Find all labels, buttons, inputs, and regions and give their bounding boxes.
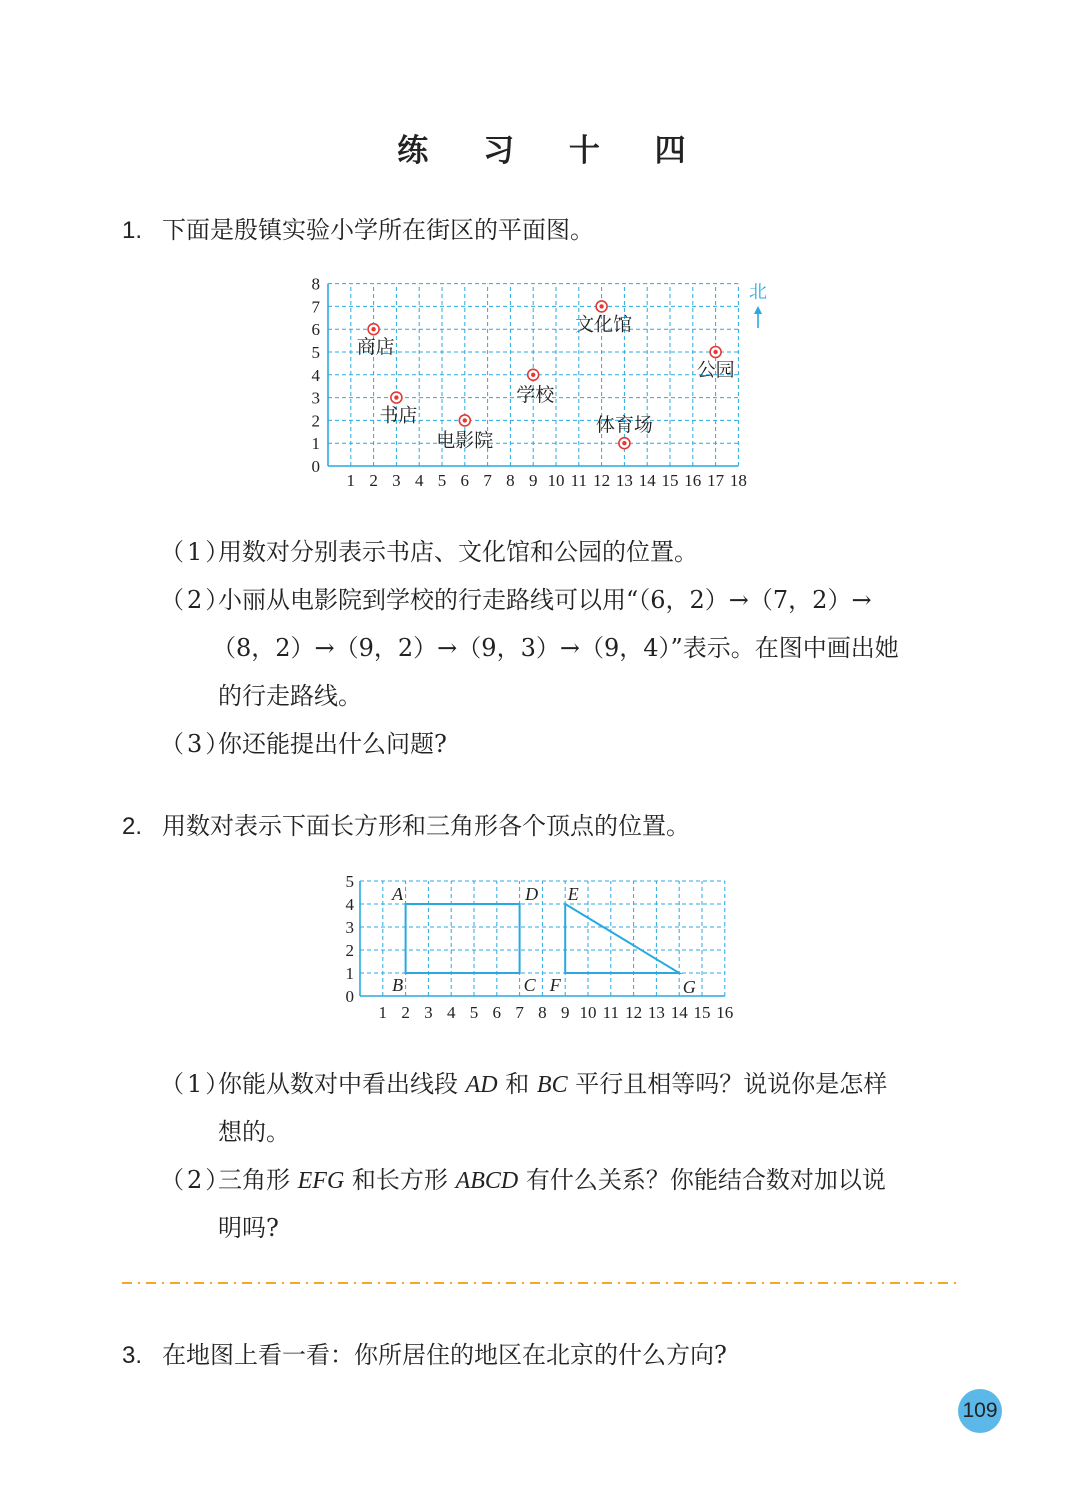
x-tick-label: 14 xyxy=(670,1003,688,1022)
page-number-badge: 109 xyxy=(958,1389,1002,1433)
x-tick-label: 16 xyxy=(684,471,702,490)
x-tick-label: 2 xyxy=(401,1003,410,1022)
x-tick-label: 9 xyxy=(560,1003,570,1022)
y-tick-label: 5 xyxy=(311,343,320,362)
segment-ad: AD xyxy=(465,1072,498,1098)
x-tick-label: 18 xyxy=(729,471,747,490)
rectangle-abcd: ABCD xyxy=(455,1168,519,1194)
y-tick-label: 1 xyxy=(311,434,320,454)
x-tick-label: 14 xyxy=(638,471,656,490)
x-tick-label: 8 xyxy=(538,1003,547,1022)
y-tick-label: 2 xyxy=(311,411,320,431)
section-divider xyxy=(122,1281,962,1285)
place-marker-dot xyxy=(463,418,467,422)
question-text: 下面是殷镇实验小学所在街区的平面图。 xyxy=(162,216,594,244)
x-tick-label: 6 xyxy=(492,1003,502,1022)
y-tick-label: 1 xyxy=(345,964,354,983)
x-tick-label: 5 xyxy=(437,471,447,490)
rectangle-abcd-shape xyxy=(406,904,520,973)
question-text: 在地图上看一看：你所居住的地区在北京的什么方向? xyxy=(162,1341,727,1369)
question-1 xyxy=(122,210,594,245)
x-tick-label: 1 xyxy=(378,1003,388,1022)
q2-sub1-line2: 想的。 xyxy=(218,1118,290,1146)
question-text: 用数对表示下面长方形和三角形各个顶点的位置。 xyxy=(162,812,690,840)
q2-sub2-line2: 明吗? xyxy=(218,1214,279,1242)
place-marker-dot xyxy=(599,304,603,308)
sub-text: 小丽从电影院到学校的行走路线可以用“（6，2）→（7，2）→ xyxy=(218,586,872,614)
place-marker-dot xyxy=(622,441,626,445)
segment-bc: BC xyxy=(536,1072,568,1098)
y-tick-label: 4 xyxy=(345,895,354,914)
x-tick-label: 12 xyxy=(593,471,611,490)
place-marker-dot xyxy=(394,395,398,399)
vertex-label: C xyxy=(523,975,536,995)
q1-sub3 xyxy=(160,724,447,759)
y-tick-label: 0 xyxy=(345,987,354,1006)
y-tick-label: 7 xyxy=(311,297,320,317)
x-tick-label: 7 xyxy=(483,471,492,490)
place-marker-dot xyxy=(371,327,375,331)
sub-text: 你还能提出什么问题? xyxy=(218,730,447,758)
question-3 xyxy=(122,1335,727,1370)
q1-sub1 xyxy=(160,532,698,567)
north-arrow-head xyxy=(754,306,762,314)
x-tick-label: 7 xyxy=(515,1003,524,1022)
x-tick-label: 8 xyxy=(506,471,515,490)
y-tick-label: 8 xyxy=(311,274,320,294)
x-tick-label: 1 xyxy=(346,471,356,490)
x-tick-label: 4 xyxy=(414,471,424,490)
x-tick-label: 11 xyxy=(602,1003,619,1022)
y-tick-label: 0 xyxy=(311,457,320,476)
x-tick-label: 10 xyxy=(579,1003,597,1022)
place-marker-dot xyxy=(531,373,535,377)
y-tick-label: 3 xyxy=(311,388,320,408)
sub-text: 和 xyxy=(497,1070,537,1098)
vertex-label: D xyxy=(525,884,539,904)
question-number: 3. xyxy=(122,1342,143,1369)
x-tick-label: 3 xyxy=(424,1003,433,1022)
x-tick-label: 10 xyxy=(547,471,565,490)
y-tick-label: 6 xyxy=(311,320,320,340)
sub-number: （2） xyxy=(160,586,233,614)
question-number: 2. xyxy=(122,813,143,840)
north-label: 北 xyxy=(749,282,767,302)
place-label: 文化馆 xyxy=(575,314,633,336)
question-number: 1. xyxy=(122,217,143,244)
q2-sub2 xyxy=(160,1160,886,1195)
x-tick-label: 13 xyxy=(647,1003,665,1022)
place-label: 书店 xyxy=(379,405,418,427)
x-tick-label: 15 xyxy=(693,1003,711,1022)
x-tick-label: 9 xyxy=(528,471,538,490)
x-tick-label: 4 xyxy=(446,1003,456,1022)
place-label: 公园 xyxy=(696,360,735,381)
vertex-label: E xyxy=(567,884,579,904)
y-tick-label: 4 xyxy=(311,365,320,385)
x-tick-label: 16 xyxy=(716,1003,734,1022)
sub-number: （1） xyxy=(160,1070,233,1098)
sub-text: 有什么关系？你能结合数对加以说 xyxy=(518,1166,886,1194)
x-tick-label: 3 xyxy=(392,471,401,490)
x-tick-label: 15 xyxy=(661,471,679,490)
sub-text: 你能从数对中看出线段 xyxy=(218,1070,466,1098)
sub-number: （3） xyxy=(160,730,233,758)
page-title: 练 习 十 四 xyxy=(397,133,708,169)
vertex-label: B xyxy=(392,975,404,995)
place-label: 学校 xyxy=(516,384,555,406)
sub-text: 用数对分别表示书店、文化馆和公园的位置。 xyxy=(218,538,698,566)
q1-sub2 xyxy=(160,580,872,615)
x-tick-label: 12 xyxy=(625,1003,643,1022)
x-tick-label: 2 xyxy=(369,471,378,490)
y-tick-label: 3 xyxy=(345,918,354,937)
x-tick-label: 11 xyxy=(570,471,587,490)
sub-text: 平行且相等吗？说说你是怎样 xyxy=(567,1070,888,1098)
x-tick-label: 13 xyxy=(615,471,633,490)
q1-sub2-line2: （8，2）→（9，2）→（9，3）→（9，4）”表示。在图中画出她 xyxy=(212,634,899,662)
q1-sub2-line3: 的行走路线。 xyxy=(218,682,362,710)
place-label: 电影院 xyxy=(436,430,494,452)
x-tick-label: 17 xyxy=(707,471,725,490)
sub-number: （1） xyxy=(160,538,233,566)
x-tick-label: 6 xyxy=(460,471,470,490)
y-tick-label: 5 xyxy=(345,872,354,891)
sub-text: 三角形 xyxy=(218,1166,298,1194)
sub-text: 和长方形 xyxy=(344,1166,456,1194)
shapes-grid xyxy=(330,868,750,1028)
vertex-label: F xyxy=(549,975,561,995)
triangle-efg: EFG xyxy=(297,1168,345,1194)
question-2 xyxy=(122,806,690,841)
q2-sub1 xyxy=(160,1064,887,1099)
street-map-grid xyxy=(300,270,780,502)
x-tick-label: 5 xyxy=(469,1003,479,1022)
triangle-efg-shape xyxy=(565,904,679,973)
vertex-label: A xyxy=(392,884,404,904)
sub-number: （2） xyxy=(160,1166,233,1194)
place-label: 商店 xyxy=(356,337,395,359)
place-marker-dot xyxy=(713,350,717,354)
vertex-label: G xyxy=(682,977,696,997)
place-label: 体育场 xyxy=(595,415,653,437)
y-tick-label: 2 xyxy=(345,941,354,960)
